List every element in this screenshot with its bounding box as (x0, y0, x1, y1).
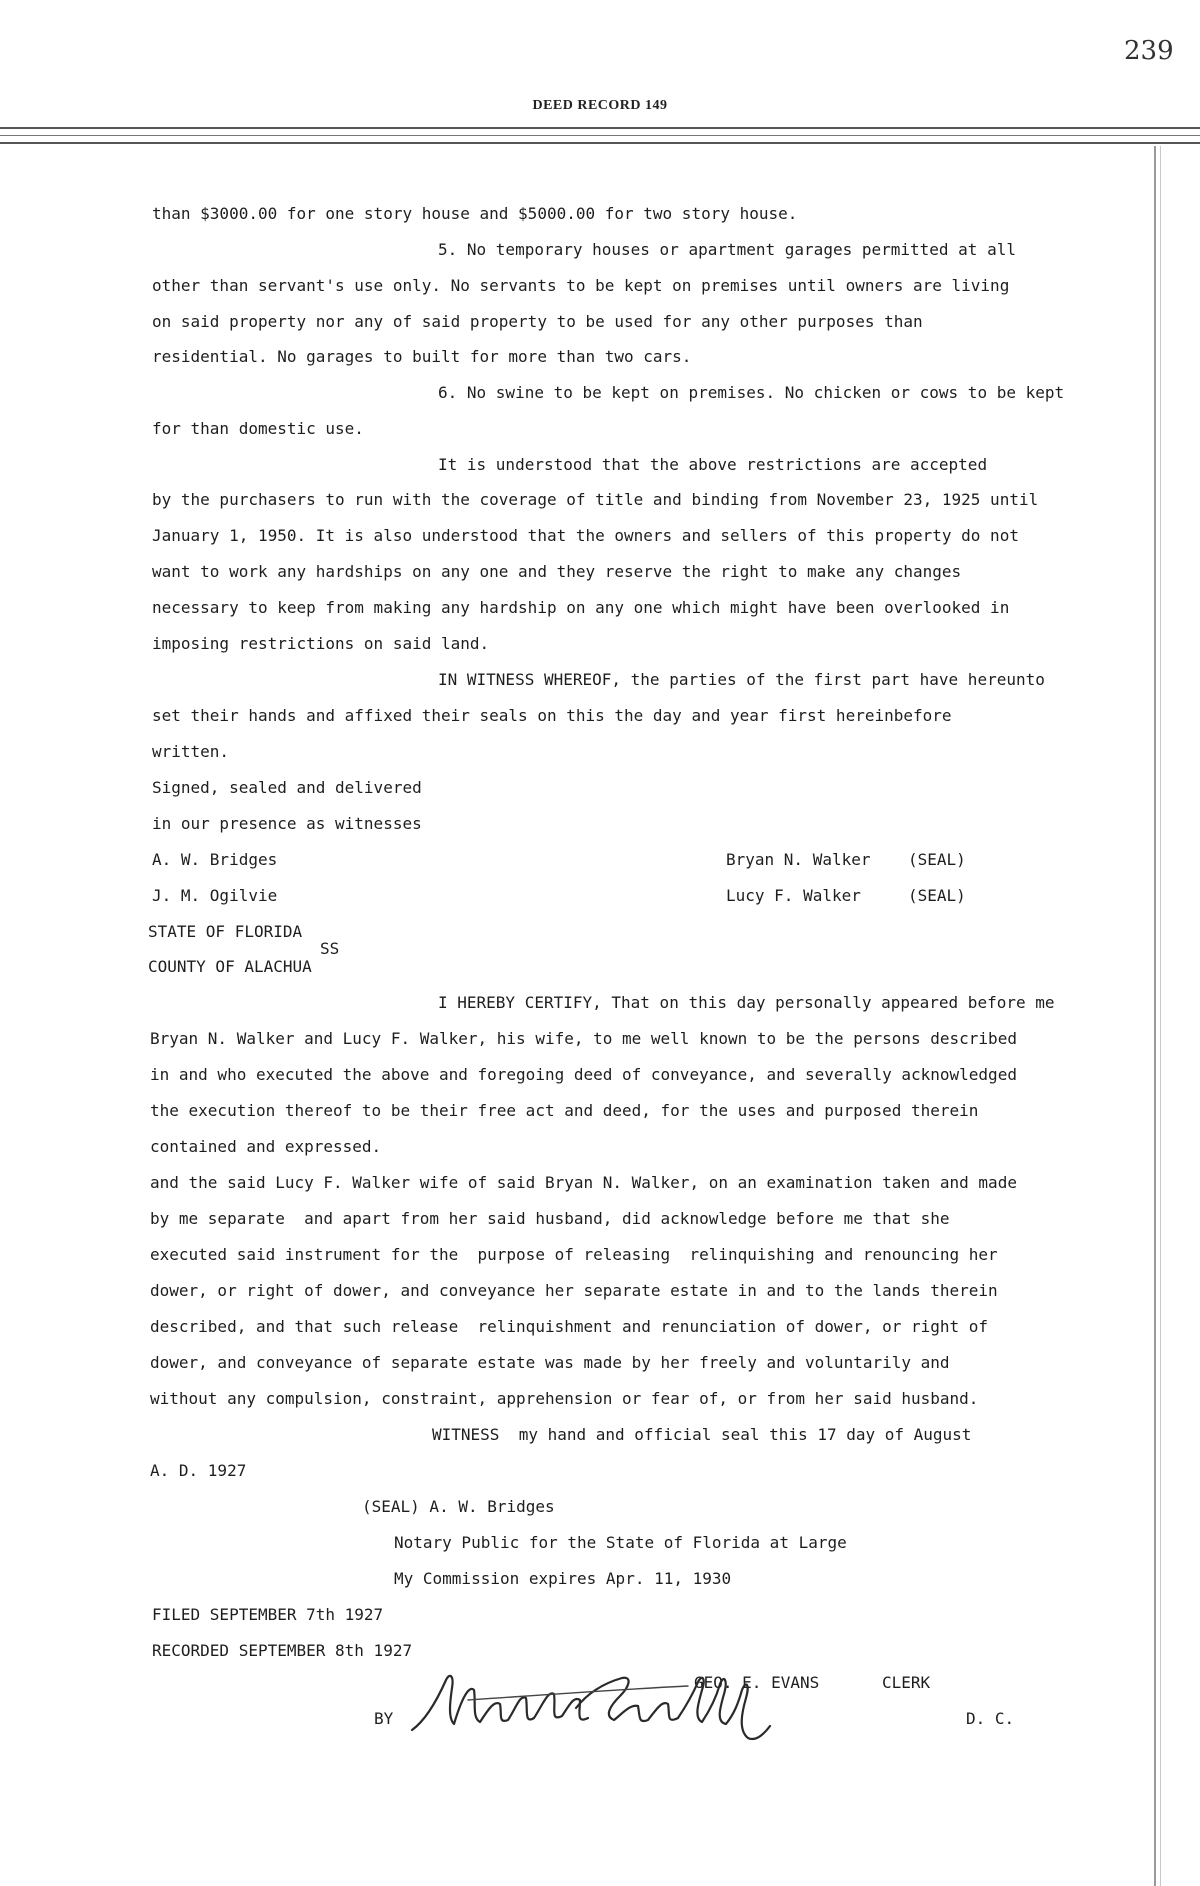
witness-name: J. M. Ogilvie (152, 886, 278, 905)
body-line: It is understood that the above restrictions are accepted (438, 455, 988, 474)
county-heading: COUNTY OF ALACHUA (148, 957, 312, 976)
certificate-line: the execution thereof to be their free act and deed, for the uses and purposed therein (150, 1101, 979, 1120)
certificate-line: Bryan N. Walker and Lucy F. Walker, his wife, to me well known to be the persons described (150, 1029, 1017, 1048)
filed-date: FILED SEPTEMBER 7th 1927 (152, 1605, 384, 1624)
notary-title: Notary Public for the State of Florida at Large (394, 1533, 847, 1552)
body-line: set their hands and affixed their seals on this the day and year first hereinbefore (152, 706, 952, 725)
notary-name: (SEAL) A. W. Bridges (362, 1497, 555, 1516)
certificate-line: described, and that such release relinquishment and renunciation of dower, or right of (150, 1317, 989, 1336)
body-line: for than domestic use. (152, 419, 364, 438)
margin-rule (1154, 146, 1156, 1886)
certificate-line: without any compulsion, constraint, apprehension or fear of, or from her said husband. (150, 1389, 979, 1408)
by-label: BY (374, 1709, 394, 1728)
notary-commission: My Commission expires Apr. 11, 1930 (394, 1569, 732, 1588)
body-line: residential. No garages to built for more than two cars. (152, 347, 692, 366)
grantor-seal: (SEAL) (908, 850, 966, 869)
grantor-seal: (SEAL) (908, 886, 966, 905)
body-line: on said property nor any of said property to be used for any other purposes than (152, 312, 923, 331)
certificate-line: A. D. 1927 (150, 1461, 247, 1480)
body-line: by the purchasers to run with the coverage of title and binding from November 23, 1925 until (152, 490, 1039, 509)
grantor-name: Bryan N. Walker (726, 850, 871, 869)
body-line: want to work any hardships on any one and they reserve the right to make any changes (152, 562, 962, 581)
body-line: IN WITNESS WHEREOF, the parties of the first part have hereunto (438, 670, 1045, 689)
body-line: 5. No temporary houses or apartment garages permitted at all (438, 240, 1016, 259)
certificate-line: WITNESS my hand and official seal this 17 day of August (432, 1425, 972, 1444)
witness-name: A. W. Bridges (152, 850, 278, 869)
clerk-title: CLERK (882, 1673, 931, 1692)
header-rule-top (0, 127, 1200, 129)
clerk-name: GEO. E. EVANS (694, 1673, 820, 1692)
grantor-name: Lucy F. Walker (726, 886, 861, 905)
body-line: January 1, 1950. It is also understood that the owners and sellers of this property do not (152, 526, 1019, 545)
margin-rule-inner (1160, 146, 1161, 1886)
page-number: 239 (1124, 36, 1174, 66)
certificate-line: and the said Lucy F. Walker wife of said Bryan N. Walker, on an examination taken and made (150, 1173, 1017, 1192)
state-heading: STATE OF FLORIDA (148, 922, 303, 941)
certificate-line: I HEREBY CERTIFY, That on this day personally appeared before me (438, 993, 1055, 1012)
ss-mark: SS (320, 939, 340, 958)
deputy-clerk-signature (408, 1660, 808, 1760)
body-line: Signed, sealed and delivered (152, 778, 422, 797)
header-rule-bottom (0, 142, 1200, 144)
body-line: other than servant's use only. No servants to be kept on premises until owners are living (152, 276, 1010, 295)
body-line: than $3000.00 for one story house and $5000.00 for two story house. (152, 204, 798, 223)
certificate-line: dower, and conveyance of separate estate was made by her freely and voluntarily and (150, 1353, 950, 1372)
body-line: written. (152, 742, 230, 761)
record-title: DEED RECORD 149 (532, 98, 668, 113)
body-line: necessary to keep from making any hardship on any one which might have been overlooked in (152, 598, 1010, 617)
certificate-line: in and who executed the above and foregoing deed of conveyance, and severally acknowledged (150, 1065, 1017, 1084)
certificate-line: executed said instrument for the purpose of releasing relinquishing and renouncing her (150, 1245, 998, 1264)
body-line: in our presence as witnesses (152, 814, 422, 833)
header-rule-middle (0, 135, 1200, 136)
deputy-clerk-label: D. C. (966, 1709, 1015, 1728)
certificate-line: contained and expressed. (150, 1137, 382, 1156)
recorded-date: RECORDED SEPTEMBER 8th 1927 (152, 1641, 413, 1660)
body-line: 6. No swine to be kept on premises. No chicken or cows to be kept (438, 383, 1065, 402)
certificate-line: by me separate and apart from her said husband, did acknowledge before me that she (150, 1209, 950, 1228)
body-line: imposing restrictions on said land. (152, 634, 490, 653)
certificate-line: dower, or right of dower, and conveyance her separate estate in and to the lands therein (150, 1281, 998, 1300)
